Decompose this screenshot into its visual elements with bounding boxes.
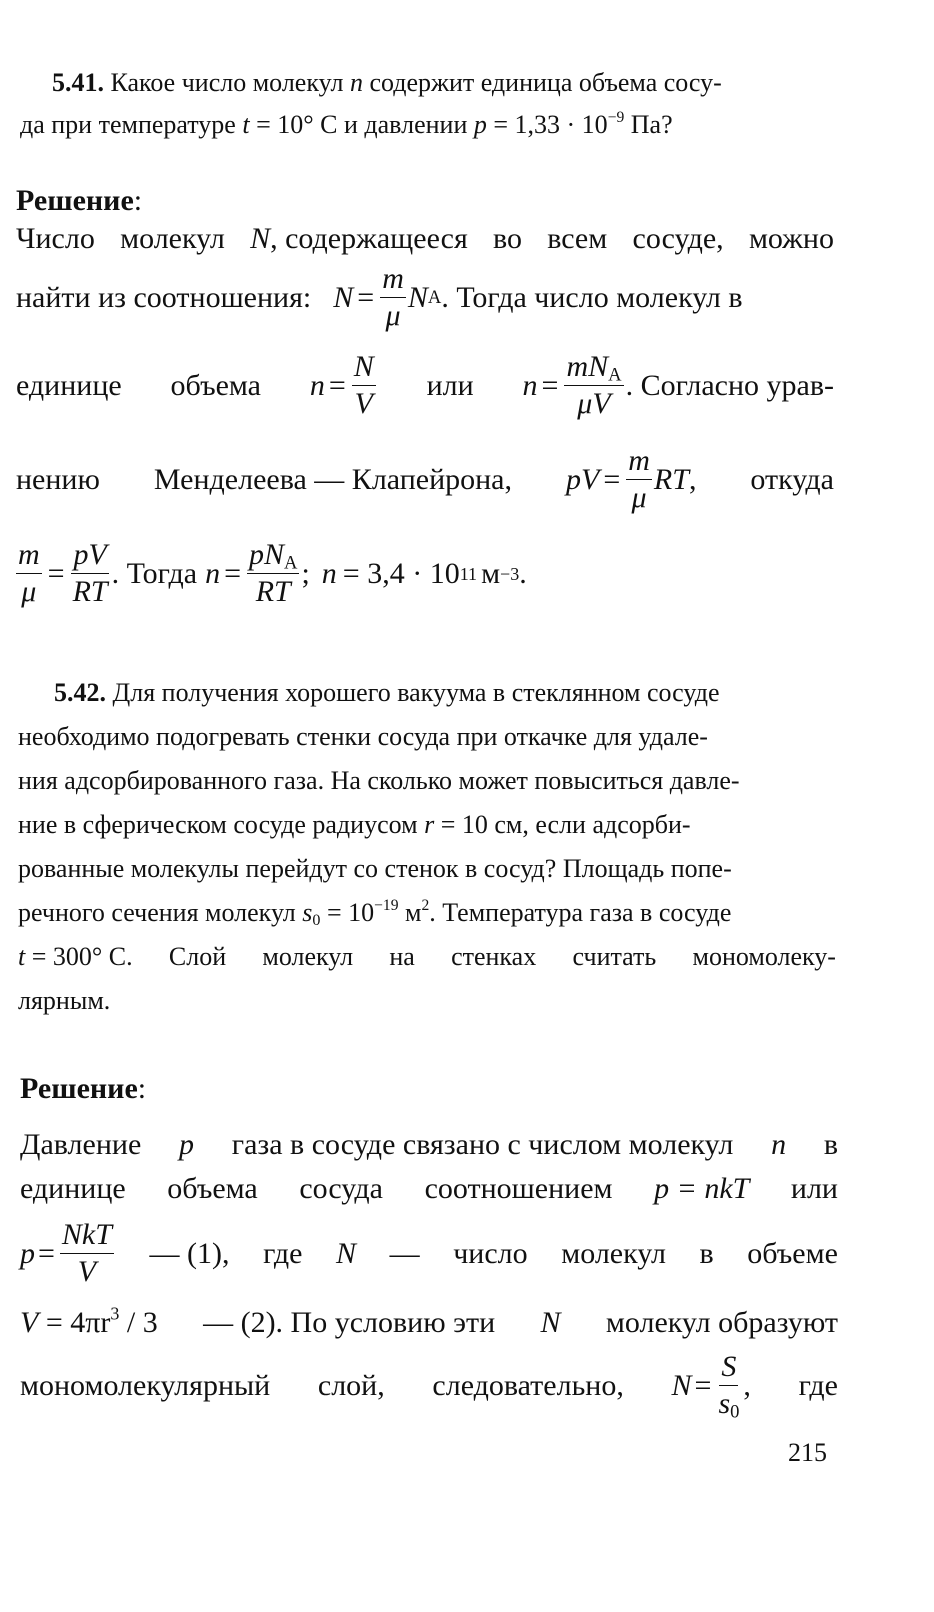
problem-542-line-6: речного сечения молекул $s_0 = 10^{-19}$ $м^2$. Температура газа в сосуде bbox=[18, 897, 732, 930]
page-number: 215 bbox=[788, 1438, 827, 1467]
problem-542-line-7: t = 300° C. Слой молекул на стенках считать мономолеку- bbox=[18, 942, 836, 971]
solution-542-line-1: Давление p газа в сосуде связано с числом молекул n в bbox=[20, 1128, 838, 1161]
fraction-m-over-mu-2: $\frac{m}{\mu}$ bbox=[628, 444, 650, 514]
fraction-m-over-mu-3: $\frac{m}{\mu}$ bbox=[18, 538, 40, 608]
problem-542-line-4: ние в сферическом сосуде радиусом r = 10 см, если адсорби- bbox=[18, 810, 691, 839]
fraction-NkT-over-V: $\frac{\text{NkT}}{V}$ bbox=[61, 1218, 112, 1288]
problem-542-line-2: необходимо подогревать стенки сосуда при откачке для удале- bbox=[18, 722, 708, 751]
problem-542-line-3: ния адсорбированного газа. На сколько может повыситься давле- bbox=[18, 766, 740, 795]
solution-541-line-3: единице объема n = $\frac{N}{V}$ или n = $\frac{mN_A}{\mu V}$ . Согласно урав- bbox=[16, 350, 834, 420]
fraction-pV-over-RT: $\frac{pV}{RT}$ bbox=[72, 538, 108, 608]
solution-heading: Решение: bbox=[16, 184, 143, 217]
solution-541-line-4: нению Менделеева — Клапейрона, pV = $\frac{m}{\mu}$ RT , откуда bbox=[16, 444, 834, 514]
problem-542-line-8: лярным. bbox=[18, 986, 111, 1015]
solution-heading: Решение: bbox=[20, 1072, 147, 1105]
problem-number: 5.41. bbox=[52, 68, 104, 97]
fraction-m-over-mu: $\frac{m}{\mu}$ bbox=[382, 262, 404, 332]
solution-542-line-3: p = $\frac{\text{NkT}}{V}$ — (1), где N — число молекул в объеме bbox=[20, 1218, 838, 1288]
solution-542-line-4: $V = 4\pi r^3 / 3$ — (2). По условию эти N молекул образуют bbox=[20, 1303, 838, 1339]
problem-number: 5.42. bbox=[54, 678, 106, 707]
problem-541-line-1: 5.41. Какое число молекул n содержит единица объема сосу- bbox=[52, 68, 722, 97]
fraction-pNA-over-RT: $\frac{pN_A}{RT}$ bbox=[249, 538, 298, 608]
solution-541-line-2: найти из соотношения: N = $\frac{m}{\mu}$ N A . Тогда число молекул в bbox=[16, 262, 743, 332]
fraction-mNA-over-muV: $\frac{mN_A}{\mu V}$ bbox=[566, 350, 622, 420]
solution-542-line-5: мономолекулярный слой, следовательно, N = $\frac{S}{s_0}$ , где bbox=[20, 1350, 838, 1423]
solution-542-line-2: единице объема сосуда соотношением p = nkT или bbox=[20, 1172, 838, 1205]
fraction-N-over-V: $\frac{N}{V}$ bbox=[353, 350, 374, 420]
solution-541-line-5: $\frac{m}{\mu}$ = $\frac{pV}{RT}$ . Тогда n = $\frac{pN_A}{RT}$ ; n = 3,4 · 10 11 м −3 . bbox=[18, 538, 527, 608]
problem-542-line-1: 5.42. Для получения хорошего вакуума в стеклянном сосуде bbox=[54, 678, 720, 707]
fraction-S-over-s0: $\frac{S}{s_0}$ bbox=[718, 1350, 740, 1423]
problem-542-line-5: рованные молекулы перейдут со стенок в сосуд? Площадь попе- bbox=[18, 854, 732, 883]
problem-541-line-2: да при температуре t = 10° C и давлении $p = 1,33 \cdot 10^{-9}$ Па? bbox=[20, 109, 673, 139]
solution-541-line-1: Число молекул N, содержащееся во всем сосуде, можно bbox=[16, 222, 834, 255]
